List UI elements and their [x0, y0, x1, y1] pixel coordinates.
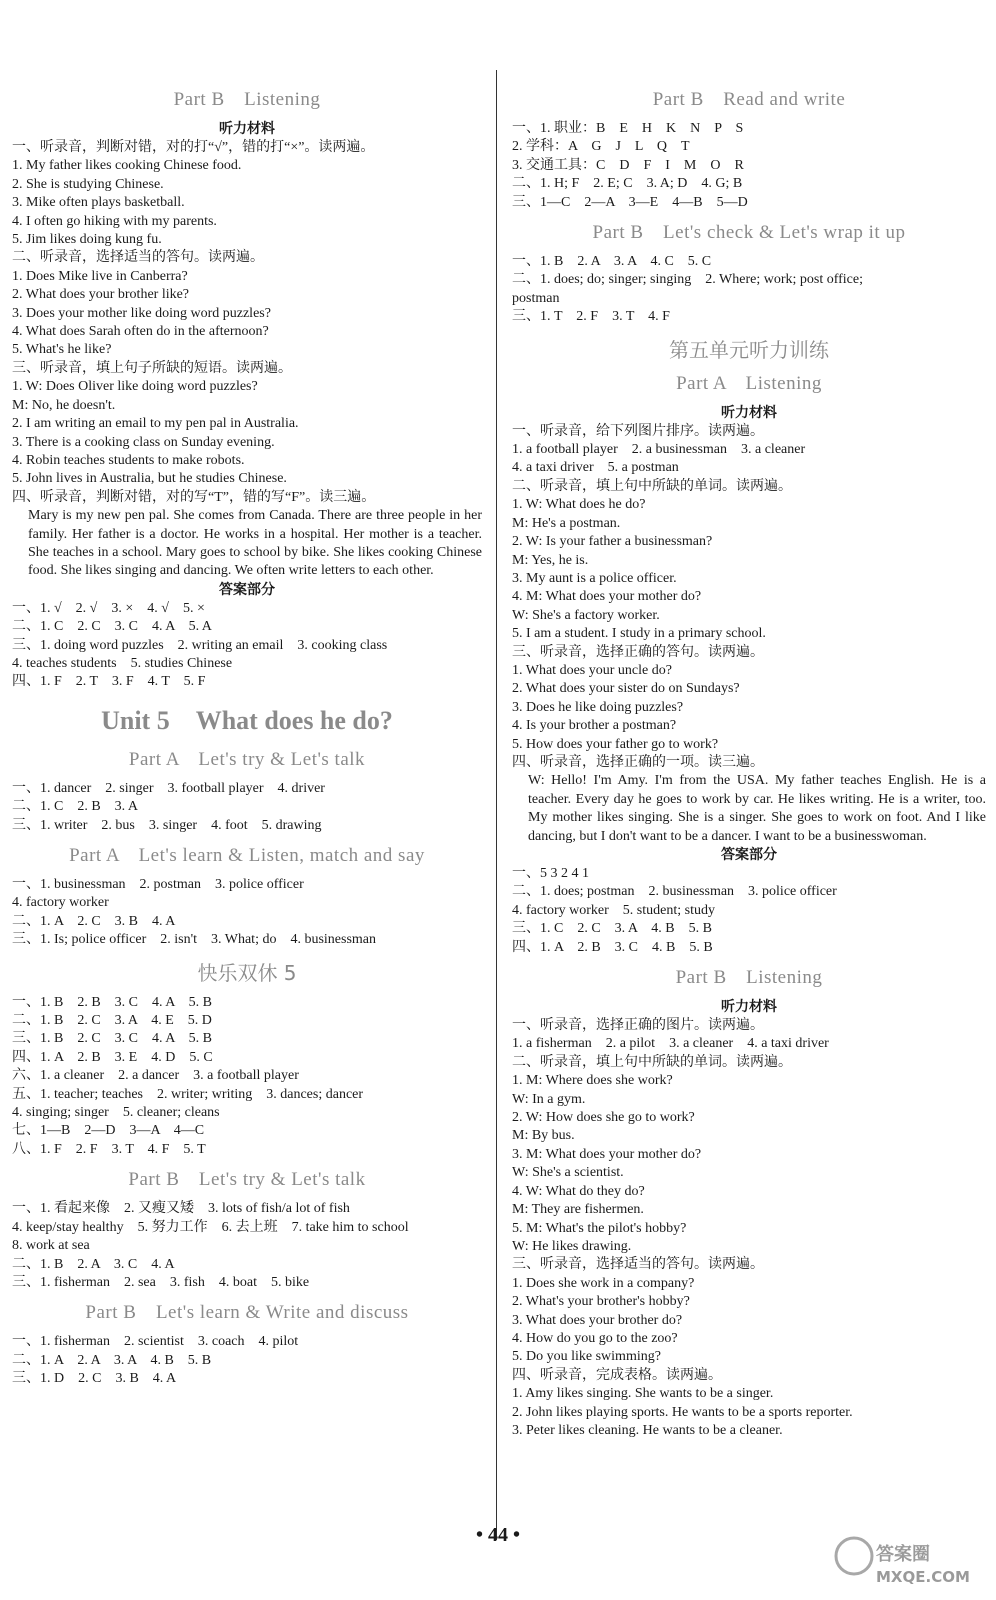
right-line: 1. a fisherman 2. a pilot 3. a cleaner 4. a taxi driver — [512, 1036, 829, 1052]
right-line: M: He's a postman. — [512, 515, 621, 531]
right-line: 四、1. A 2. B 3. C 4. B 5. B — [512, 939, 713, 955]
right-line: W: He likes drawing. — [512, 1238, 632, 1254]
right-section-heading: Part B Let's check & Let's wrap it up — [592, 222, 906, 244]
right-line: postman — [512, 290, 560, 306]
right-line: 四、听录音，选择正确的一项。读三遍。 — [512, 754, 764, 770]
left-line: 一、1. businessman 2. postman 3. police officer — [12, 877, 304, 892]
left-section-heading: Part A Let's learn & Listen, match and say — [69, 845, 425, 866]
right-line: 2. 学科：A G J L Q T — [512, 139, 690, 155]
right-section-heading: Part B Read and write — [652, 89, 846, 110]
left-line: 二、1. B 2. C 3. A 4. E 5. D — [12, 1013, 212, 1029]
left-line: 二、1. B 2. A 3. C 4. A — [12, 1256, 175, 1272]
left-line: 三、1. D 2. C 3. B 4. A — [12, 1371, 177, 1387]
right-line: 三、听录音，选择适当的答句。读两遍。 — [512, 1257, 764, 1273]
right-line: 二、1. H; F 2. E; C 3. A; D 4. G; B — [512, 176, 743, 192]
left-line: 三、1. doing word puzzles 2. writing an email 3. cooking class — [12, 637, 388, 653]
right-line: 四、听录音，完成表格。读两遍。 — [512, 1367, 722, 1383]
right-line: 5. I am a student. I study in a primary school. — [512, 626, 766, 642]
left-line: 一、1. B 2. B 3. C 4. A 5. B — [12, 994, 212, 1010]
left-line: 一、1. dancer 2. singer 3. football player 4. driver — [12, 780, 325, 796]
left-line: 八、1. F 2. F 3. T 4. F 5. T — [12, 1141, 206, 1157]
svg-text:MXQE.COM: MXQE.COM — [876, 1568, 970, 1586]
left-paragraph: Mary is my new pen pal. She comes from Canada. There are three people in her family. Her father is a doctor. He works in a hospital. Her mother is a teacher. She teaches in a school. Mary goes to school by bike. She likes cooking Chinese food. She likes singing and dancing. We often write letters to each other. — [28, 508, 482, 579]
right-line: 3. 交通工具：C D F I M O R — [512, 157, 744, 173]
left-line: 4. singing; singer 5. cleaner; cleans — [12, 1105, 220, 1121]
left-line: 4. What does Sarah often do in the afternoon? — [12, 324, 269, 340]
left-line: 一、听录音，判断对错，对的打“√”，错的打“×”。读两遍。 — [12, 140, 375, 155]
right-line: 一、1. 职业：B E H K N P S — [512, 121, 744, 136]
right-line: 5. Do you like swimming? — [512, 1349, 661, 1365]
right-section-heading: Part A Listening — [676, 372, 822, 394]
left-subheading: 答案部分 — [219, 581, 275, 598]
right-line: 5. M: What's the pilot's hobby? — [512, 1220, 687, 1236]
svg-text:答案圈: 答案圈 — [876, 1544, 930, 1565]
left-line: 3. There is a cooking class on Sunday evening. — [12, 434, 275, 450]
left-line: 5. John lives in Australia, but he studies Chinese. — [12, 471, 287, 487]
left-line: 4. Robin teaches students to make robots. — [12, 452, 245, 468]
left-line: 四、1. F 2. T 3. F 4. T 5. F — [12, 674, 206, 690]
left-line: 1. Does Mike live in Canberra? — [12, 268, 188, 284]
left-line: 四、1. A 2. B 3. E 4. D 5. C — [12, 1049, 213, 1065]
left-line: 一、1. fisherman 2. scientist 3. coach 4. pilot — [12, 1334, 299, 1350]
right-line: 4. Is your brother a postman? — [512, 718, 677, 734]
left-line: 3. Does your mother like doing word puzzles? — [12, 305, 271, 321]
right-line: 4. a taxi driver 5. a postman — [512, 460, 679, 476]
left-chinese-heading: 快乐双休 5 — [197, 960, 297, 985]
left-line: 2. She is studying Chinese. — [12, 176, 164, 192]
right-line: 1. What does your uncle do? — [512, 662, 672, 678]
left-line: 一、1. 看起来像 2. 又瘦又矮 3. lots of fish/a lot of fish — [12, 1201, 350, 1217]
left-line: 8. work at sea — [12, 1238, 90, 1254]
column-divider — [496, 70, 497, 1540]
right-line: 二、听录音，填上句中所缺的单词。读两遍。 — [512, 1054, 792, 1070]
left-line: 2. I am writing an email to my pen pal in Australia. — [12, 416, 299, 432]
left-line: 一、1. √ 2. √ 3. × 4. √ 5. × — [12, 600, 205, 616]
left-line: 3. Mike often plays basketball. — [12, 195, 185, 211]
right-line: 2. What does your sister do on Sundays? — [512, 681, 740, 697]
right-column — [512, 88, 986, 1440]
right-line: 3. What does your brother do? — [512, 1312, 683, 1328]
right-line: 1. Does she work in a company? — [512, 1275, 695, 1291]
left-section-heading: Part B Let's try & Let's talk — [128, 1169, 366, 1191]
right-line: 5. How does your father go to work? — [512, 736, 719, 752]
right-line: 3. Peter likes cleaning. He wants to be a cleaner. — [512, 1422, 783, 1438]
left-line: 二、1. A 2. A 3. A 4. B 5. B — [12, 1352, 212, 1368]
left-line: 二、听录音，选择适当的答句。读两遍。 — [12, 250, 264, 266]
right-line: 1. a football player 2. a businessman 3. a cleaner — [512, 442, 806, 458]
right-line: 3. Does he like doing puzzles? — [512, 699, 684, 715]
right-line: M: They are fishermen. — [512, 1202, 644, 1218]
left-section-heading: Part A Let's try & Let's talk — [128, 748, 366, 770]
right-line: 三、1. C 2. C 3. A 4. B 5. B — [512, 921, 712, 937]
right-line: 一、听录音，选择正确的图片。读两遍。 — [512, 1018, 764, 1034]
left-line: 六、1. a cleaner 2. a dancer 3. a football player — [12, 1068, 299, 1084]
left-line: 4. I often go hiking with my parents. — [12, 213, 217, 229]
left-line: 5. What's he like? — [12, 342, 112, 358]
right-line: 2. W: How does she go to work? — [512, 1110, 695, 1126]
left-line: 4. teaches students 5. studies Chinese — [12, 655, 233, 671]
right-line: W: She's a factory worker. — [512, 607, 660, 623]
right-line: 一、5 3 2 4 1 — [512, 866, 589, 881]
right-line: 4. M: What does your mother do? — [512, 589, 702, 605]
left-line: 4. factory worker — [12, 895, 109, 911]
right-line: 一、1. B 2. A 3. A 4. C 5. C — [512, 254, 712, 270]
right-line: 三、1—C 2—A 3—E 4—B 5—D — [512, 194, 748, 210]
left-line: 三、1. writer 2. bus 3. singer 4. foot 5. drawing — [12, 817, 322, 833]
right-line: 二、1. does; postman 2. businessman 3. police officer — [512, 884, 837, 900]
left-unit-title: Unit 5 What does he do? — [101, 705, 393, 735]
left-line: 五、1. teacher; teaches 2. writer; writing 3. dances; dancer — [12, 1086, 364, 1102]
right-line: 2. John likes playing sports. He wants to be a sports reporter. — [512, 1404, 853, 1420]
right-line: 三、1. T 2. F 3. T 4. F — [512, 309, 670, 325]
right-chinese-heading: 第五单元听力训练 — [669, 337, 829, 362]
page-number: • 44 • — [475, 1524, 520, 1546]
right-line: W: She's a scientist. — [512, 1165, 624, 1181]
right-line: 1. M: Where does she work? — [512, 1073, 673, 1089]
right-line: 1. Amy likes singing. She wants to be a singer. — [512, 1386, 774, 1402]
right-line: 二、听录音，填上句中所缺的单词。读两遍。 — [512, 478, 792, 494]
left-line: 1. My father likes cooking Chinese food. — [12, 158, 242, 174]
left-line: 七、1—B 2—D 3—A 4—C — [12, 1123, 205, 1139]
left-line: 三、1. B 2. C 3. C 4. A 5. B — [12, 1031, 212, 1047]
right-line: 4. How do you go to the zoo? — [512, 1330, 678, 1346]
right-section-heading: Part B Listening — [675, 967, 823, 989]
right-line: M: By bus. — [512, 1128, 575, 1144]
right-line: 3. M: What does your mother do? — [512, 1146, 702, 1162]
right-line: 4. factory worker 5. student; study — [512, 902, 715, 918]
left-line: 1. W: Does Oliver like doing word puzzles? — [12, 379, 258, 395]
left-line: 二、1. C 2. C 3. C 4. A 5. A — [12, 619, 212, 635]
right-subheading: 听力材料 — [721, 999, 777, 1016]
left-line: 5. Jim likes doing kung fu. — [12, 232, 162, 248]
left-subheading: 听力材料 — [219, 121, 275, 137]
left-line: 二、1. A 2. C 3. B 4. A — [12, 913, 176, 929]
watermark-logo — [830, 1532, 980, 1588]
right-line: 二、1. does; do; singer; singing 2. Where; work; post office; — [512, 272, 863, 288]
left-line: 2. What does your brother like? — [12, 287, 190, 303]
left-section-heading: Part B Listening — [173, 89, 321, 110]
right-line: 3. My aunt is a police officer. — [512, 570, 677, 586]
left-line: 4. keep/stay healthy 5. 努力工作 6. 去上班 7. take him to school — [12, 1219, 409, 1235]
right-line: 2. W: Is your father a businessman? — [512, 534, 713, 550]
right-line: 三、听录音，选择正确的答句。读两遍。 — [512, 644, 764, 660]
right-line: 1. W: What does he do? — [512, 497, 646, 513]
right-line: 一、听录音，给下列图片排序。读两遍。 — [512, 423, 764, 439]
left-line: 三、1. Is; police officer 2. isn't 3. What; do 4. businessman — [12, 932, 377, 948]
right-line: 4. W: What do they do? — [512, 1183, 645, 1199]
right-line: M: Yes, he is. — [512, 552, 589, 568]
right-line: 2. What's your brother's hobby? — [512, 1294, 690, 1310]
left-line: M: No, he doesn't. — [12, 397, 116, 413]
right-subheading: 听力材料 — [721, 404, 777, 421]
left-section-heading: Part B Let's learn & Write and discuss — [85, 1302, 409, 1324]
left-line: 四、听录音，判断对错，对的写“T”，错的写“F”。读三遍。 — [12, 489, 376, 505]
left-line: 二、1. C 2. B 3. A — [12, 799, 139, 815]
right-line: W: In a gym. — [512, 1091, 586, 1107]
right-subheading: 答案部分 — [721, 847, 777, 863]
right-paragraph: W: Hello! I'm Amy. I'm from the USA. My father teaches English. He is a teacher. Every day he goes to work by car. He likes writing. He is a writer, too. My mother likes singing. She is a singer. She goes to work on foot. And I like dancing, but I don't want to be a dancer. I want to be a businesswoman. — [528, 773, 986, 844]
left-line: 三、1. fisherman 2. sea 3. fish 4. boat 5. bike — [12, 1274, 310, 1290]
left-line: 三、听录音，填上句子所缺的短语。读两遍。 — [12, 360, 292, 376]
left-column — [12, 88, 482, 1389]
